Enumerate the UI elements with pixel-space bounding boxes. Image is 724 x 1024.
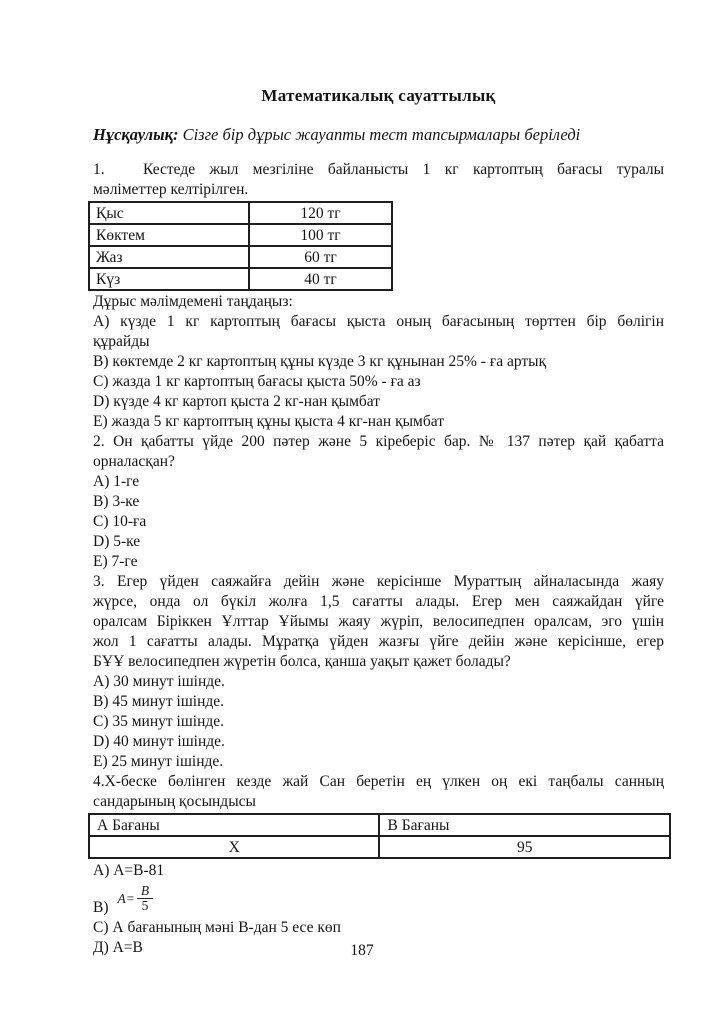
table-cell-x: Х: [89, 836, 379, 858]
table-row: [89, 202, 392, 224]
table-row: [89, 836, 670, 858]
price-table: [88, 201, 393, 291]
table-row: [89, 246, 392, 268]
option-item: В) 3-ке: [93, 493, 140, 510]
question-3-line-1: 3. Егер үйден саяжайға дейін және керісінше Мураттың айналасында жаяу: [93, 573, 664, 590]
option-item: С) 35 минут ішінде.: [93, 713, 225, 730]
instruction-label: Нұсқаулық:: [93, 125, 179, 144]
question-3-line-2: жүрсе, онда ол бүкіл жолға 1,5 сағатты алады. Егер мен саяжайдан үйге: [93, 593, 664, 610]
fraction-numerator: В: [137, 884, 153, 899]
question-2-line-1: 2. Он қабатты үйде 200 пәтер және 5 кіреберіс бар. № 137 пәтер қай қабатта: [93, 433, 664, 450]
option-item: С) жазда 1 кг картоптың бағасы қыста 50% - ға аз: [93, 373, 421, 390]
formula-lhs: А=: [117, 890, 135, 906]
table-header-b: В Бағаны: [379, 814, 670, 836]
option-item: D) 5-ке: [93, 533, 141, 550]
option-item: Е) 7-ге: [93, 553, 138, 570]
question-1: [93, 160, 664, 200]
table-row: [89, 814, 670, 836]
table-row: [89, 268, 392, 290]
option-item: А) 1-ге: [93, 473, 140, 490]
question-1-text: Кестеде жыл мезгіліне байланысты 1 кг картоптың бағасы туралы: [143, 161, 664, 178]
instruction-line: [93, 125, 664, 145]
option-item-a-line-1: А) күзде 1 кг картоптың бағасы қыста оның бағасының төрттен бір бөлігін: [93, 313, 664, 330]
option-b-label: В): [93, 899, 109, 916]
option-item: А) 30 минут ішінде.: [93, 673, 225, 690]
question-1-line-2: мәліметтер келтірілген.: [93, 181, 249, 198]
option-item-a-line-2: құрайды: [93, 333, 150, 350]
document-title: Математикалық сауаттылық: [261, 86, 496, 105]
question-1-prompt: Дұрыс мәлімдемені таңдаңыз:: [93, 293, 293, 310]
table-cell-price: 60 тг: [249, 246, 392, 268]
option-item-b: [93, 881, 664, 918]
question-3-line-3: оралсам Біріккен Ұлттар Ұйымы жаяу жүріп, велосипедпен оралсам, эго үшін: [93, 613, 664, 630]
question-1-line-1: [93, 160, 664, 180]
question-3: [93, 572, 664, 672]
option-item: D) күзде 4 кг картоп қыста 2 кг-нан қымбат: [93, 393, 381, 410]
fraction-formula: [118, 884, 154, 913]
option-item: Д) А=В: [93, 939, 143, 956]
table-header-a: А Бағаны: [89, 814, 379, 836]
table-cell-season: Қыс: [89, 202, 249, 224]
table-cell-price: 40 тг: [249, 268, 392, 290]
option-item: В) 45 минут ішінде.: [93, 693, 225, 710]
question-4: [93, 772, 664, 812]
question-1-number: 1.: [93, 161, 105, 178]
option-item: А) А=В-81: [93, 862, 165, 879]
table-cell-season: Жаз: [89, 246, 249, 268]
question-3-line-4: жол 1 сағатты алады. Мұратқа үйден жазғы үйге дейін және керісінше, егер: [93, 633, 664, 650]
question-4-line-2: сандарының қосындысы: [93, 793, 256, 810]
table-row: [89, 224, 392, 246]
question-4-line-1: 4.Х-беске бөлінген кезде жай Сан беретін ең үлкен оң екі таңбалы санның: [93, 773, 664, 790]
column-table: [88, 813, 671, 859]
table-cell-95: 95: [379, 836, 670, 858]
option-item: D) 40 минут ішінде.: [93, 733, 225, 750]
option-item: В) көктемде 2 кг картоптың құны күзде 3 кг құнынан 25% - ға артық: [93, 353, 547, 370]
table-cell-price: 100 тг: [249, 224, 392, 246]
option-item: С) 10-ға: [93, 513, 147, 530]
fraction: [137, 884, 153, 913]
table-cell-season: Көктем: [89, 224, 249, 246]
option-item: Е) 25 минут ішінде.: [93, 753, 224, 770]
option-item: С) А бағанының мәні В-дан 5 есе көп: [93, 919, 341, 936]
question-2: [93, 432, 664, 472]
option-item: Е) жазда 5 кг картоптың құны қыста 4 кг-нан қымбат: [93, 413, 444, 430]
instruction-text: Сізге бір дұрыс жауапты тест тапсырмалары беріледі: [178, 125, 581, 144]
page-number: 187: [350, 942, 374, 959]
table-cell-season: Күз: [89, 268, 249, 290]
question-2-line-2: орналасқан?: [93, 453, 175, 470]
fraction-denominator: 5: [141, 898, 149, 913]
question-3-line-5: БҰҰ велосипедпен жүретін болса, қанша уақыт қажет болады?: [93, 653, 511, 670]
table-cell-price: 120 тг: [249, 202, 392, 224]
